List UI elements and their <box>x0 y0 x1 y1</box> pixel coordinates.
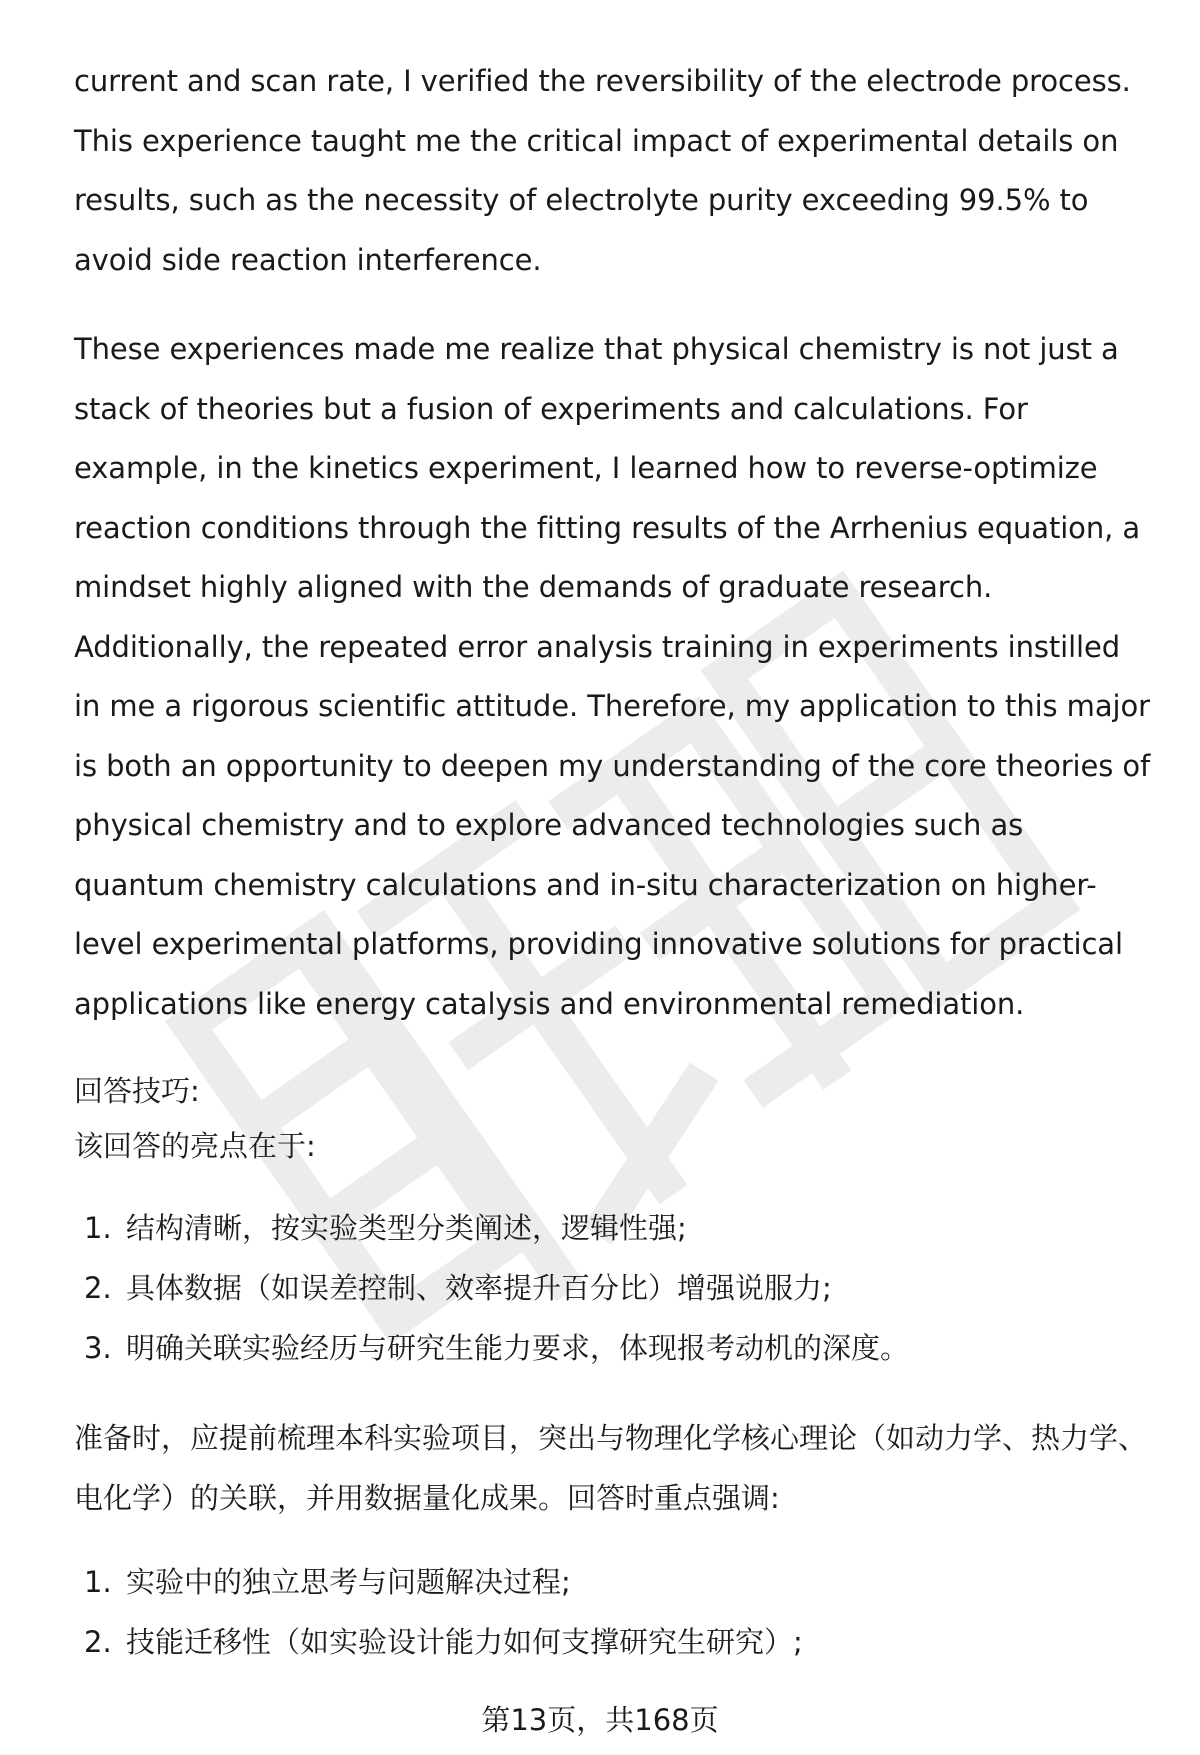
list-item <box>74 1612 1154 1672</box>
list-number: 1. <box>84 1565 112 1599</box>
list-text: 技能迁移性（如实验设计能力如何支撑研究生研究）; <box>126 1625 803 1659</box>
tips-section <box>74 1064 1154 1672</box>
list-item <box>74 1318 1154 1378</box>
emphasis-list <box>74 1552 1154 1672</box>
list-text: 结构清晰，按实验类型分类阐述，逻辑性强; <box>126 1211 687 1245</box>
list-item <box>74 1198 1154 1258</box>
list-text: 具体数据（如误差控制、效率提升百分比）增强说服力; <box>126 1271 832 1305</box>
highlight-list <box>74 1198 1154 1378</box>
tips-heading: 回答技巧: <box>74 1074 200 1108</box>
list-number: 1. <box>84 1211 112 1245</box>
document-content <box>74 52 1154 1702</box>
preparation-paragraph: 准备时，应提前梳理本科实验项目，突出与物理化学核心理论（如动力学、热力学、电化学）的关联，并用数据量化成果。回答时重点强调: <box>74 1421 1148 1515</box>
list-item <box>74 1258 1154 1318</box>
list-number: 2. <box>84 1625 112 1659</box>
list-text: 实验中的独立思考与问题解决过程; <box>126 1565 571 1599</box>
list-text: 明确关联实验经历与研究生能力要求，体现报考动机的深度。 <box>126 1331 910 1365</box>
list-number: 2. <box>84 1271 112 1305</box>
highlight-intro: 该回答的亮点在于: <box>74 1129 316 1163</box>
page-number: 第13页，共168页 <box>481 1703 719 1737</box>
list-item <box>74 1552 1154 1612</box>
list-number: 3. <box>84 1331 112 1365</box>
paragraph-physical-chemistry: These experiences made me realize that physical chemistry is not just a stack of theories but a fusion of experiments and calculations. For example, in the kinetics experiment, I learned how to reverse-optimize reaction conditions through the fitting results of the Arrhenius equation, a mindset highly aligned with the demands of graduate research. Additionally, the repeated error analysis training in experiments instilled in me a rigorous scientific attitude. Therefore, my application to this major is both an opportunity to deepen my understanding of the core theories of physical chemistry and to explore advanced technologies such as quantum chemistry calculations and in-situ characterization on higher-level experimental platforms, providing innovative solutions for practical applications like energy catalysis and environmental remediation. <box>74 332 1151 1021</box>
paragraph-electrode: current and scan rate, I verified the reversibility of the electrode process. This experience taught me the critical impact of experimental details on results, such as the necessity of electrolyte purity exceeding 99.5% to avoid side reaction interference. <box>74 64 1131 277</box>
